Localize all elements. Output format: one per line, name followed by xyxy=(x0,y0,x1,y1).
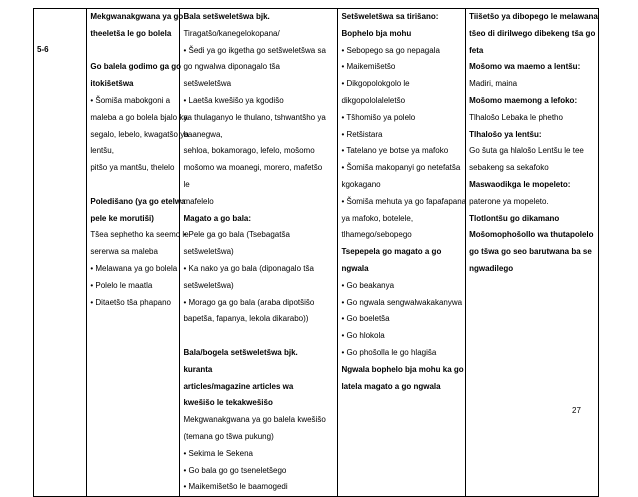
cell-text-line: • Polelo le maatla xyxy=(90,280,153,290)
cell-text-line: articles/magazine articles wa xyxy=(183,381,294,391)
cell-text-line: Mošomo maemong a lefoko: xyxy=(469,95,578,105)
cell-text-line: • Šomiša makopanyi go netefatša xyxy=(341,163,461,173)
cell-text-line: • Sebopego sa go nepagala xyxy=(341,45,440,55)
cell-text-line: • Tatelano ye botse ya mafoko xyxy=(341,146,449,156)
cell-text-line: Mošomophošollo wa thutapolelo xyxy=(469,230,594,240)
listening-speaking-cell xyxy=(87,9,189,497)
cell-text-line: • Maikemišetšo xyxy=(341,62,396,72)
cell-text-line: Tlhalošo Lebaka le phetho xyxy=(469,112,563,122)
cell-text-line xyxy=(90,43,176,60)
row-label: 5-6 xyxy=(37,45,49,54)
cell-text-line: kgokagano xyxy=(341,179,381,189)
cell-text-line: • Šedi ya go ikgetha go setšweletšwa sa xyxy=(183,45,326,55)
cell-text-line: Tsepepela go magato a go xyxy=(341,247,442,257)
cell-text-line: sererwa sa maleba xyxy=(90,247,158,257)
cell-text-line: sehloa, bokamorago, lefelo, mošomo xyxy=(183,146,315,156)
cell-text-line: ya thulaganyo le thulano, tshwantšho ya xyxy=(183,112,326,122)
cell-text-line: ya mafoko, botelele, xyxy=(341,213,414,223)
cell-text-line: • Go boeletša xyxy=(341,314,390,324)
cell-text-line: • Go hlokola xyxy=(341,331,385,341)
cell-text-line: le xyxy=(183,179,190,189)
cell-text-line: Tiragatšo/kanegelokopana/ xyxy=(183,28,280,38)
cell-text-line: ngwadilego xyxy=(469,263,514,273)
table-row xyxy=(34,9,599,497)
cell-text-line: • Šomiša mabokgoni a xyxy=(90,95,171,105)
cell-text-line: • Ka nako ya go bala (diponagalo tša xyxy=(183,263,314,273)
cell-text-line: (temana go tšwa pukung) xyxy=(183,431,274,441)
cell-text-line: Ngwala bophelo bja mohu ka go xyxy=(341,364,464,374)
cell-text-line: pitšo ya mantšu, thelelo xyxy=(90,163,175,173)
cell-text-line: tlhamego/sebopego xyxy=(341,230,412,240)
cell-text-line: Madiri, maina xyxy=(469,79,518,89)
cell-text-line: setšweletšwa) xyxy=(183,280,234,290)
cell-text-line: Poledišano (ya go etelwa xyxy=(90,196,186,206)
cell-text-line: Tiišetšo ya dibopego le melawana xyxy=(469,12,598,21)
cell-text-line: • Go phošolla le go hlagiša xyxy=(341,347,437,357)
cell-text-line: • Retšistara xyxy=(341,129,383,139)
cell-text-line: kuranta xyxy=(183,364,213,374)
reading-viewing-cell xyxy=(180,9,338,497)
cell-text-line: feta xyxy=(469,45,484,55)
cell-text-line: latela magato a go ngwala xyxy=(341,381,441,391)
cell-text-line: setšweletšwa) xyxy=(183,247,234,257)
cell-text-line: bapetša, fapanya, lekola dikarabo)) xyxy=(183,314,309,324)
cell-text-line: ngwala xyxy=(341,263,369,273)
cell-text-line: go tšwa go seo barutwana ba se xyxy=(469,247,592,257)
cell-text-line: • Ditaetšo tša phapano xyxy=(90,297,171,307)
cell-text-line: • Maikemišetšo le baamogedi xyxy=(183,482,288,492)
cell-text-line: tšeo di dirilwego dibekeng tša go xyxy=(469,28,596,38)
cell-text-line: • Morago ga go bala (araba dipotšišo xyxy=(183,297,315,307)
cell-text-line: baanegwa, xyxy=(183,129,223,139)
curriculum-table xyxy=(33,8,599,497)
cell-text-line: Go balela godimo ga go xyxy=(90,62,182,72)
cell-text-line: dikgopololaleletšo xyxy=(341,95,406,105)
cell-text-line: • Go beakanya xyxy=(341,280,395,290)
cell-text-line: Mekgwanakgwana ya go xyxy=(90,12,184,21)
cell-text-line xyxy=(183,328,334,345)
cell-text-line: itokišetšwa xyxy=(90,79,134,89)
cell-text-line: segalo, lebelo, kwagatšo ya xyxy=(90,129,189,139)
cell-text-line xyxy=(90,177,176,194)
cell-text-line: sebakeng sa sekafoko xyxy=(469,163,549,173)
cell-text-line: Tlhalošo ya lentšu: xyxy=(469,129,542,139)
cell-text-line: • Melawana ya go bolela xyxy=(90,263,178,273)
cell-text-line: • Go ngwala sengwalwakakanywa xyxy=(341,297,463,307)
cell-text-line: • Šomiša mehuta ya go fapafapana xyxy=(341,196,467,206)
language-structures-cell xyxy=(466,9,599,497)
cell-text-line: • Dikgopolokgolo le xyxy=(341,79,410,89)
page-number: 27 xyxy=(572,406,581,415)
cell-text-line: Setšweletšwa sa tirišano: xyxy=(341,12,439,21)
cell-text-line: setšweletšwa xyxy=(183,79,232,89)
cell-text-line: Mošomo wa maemo a lentšu: xyxy=(469,62,581,72)
row-label-cell xyxy=(34,9,87,497)
cell-text-line: Bala/bogela setšweletšwa bjk. xyxy=(183,347,298,357)
cell-text-line: lentšu, xyxy=(90,146,114,156)
writing-presenting-cell xyxy=(338,9,466,497)
cell-text-line: • Sekima le Sekena xyxy=(183,448,253,458)
cell-text-line: go ngwalwa diponagalo tša xyxy=(183,62,280,72)
cell-text-line: kwešišo le tekakwešišo xyxy=(183,398,273,408)
cell-text-line: Mekgwanakgwana ya go balela kwešišo xyxy=(183,415,326,425)
cell-text-line: maleba a go bolela bjalo ka xyxy=(90,112,188,122)
cell-text-line: theeletša le go bolela xyxy=(90,28,172,38)
cell-text-line: mošomo wa moanegi, morero, mafetšo xyxy=(183,163,323,173)
cell-text-line: Tlotlontšu go dikamano xyxy=(469,213,560,223)
cell-text-line: Bala setšweletšwa bjk. xyxy=(183,12,270,21)
cell-text-line: Bophelo bja mohu xyxy=(341,28,412,38)
cell-text-line: mafelelo xyxy=(183,196,214,206)
cell-text-line: pele ke morutiši) xyxy=(90,213,154,223)
cell-text-line: • Tšhomišo ya polelo xyxy=(341,112,416,122)
cell-text-line: Go šuta ga hlalošo Lentšu le tee xyxy=(469,146,584,156)
cell-text-line: paterone ya mopeleto. xyxy=(469,196,549,206)
cell-text-line: Tšea sephetho ka seemo le xyxy=(90,230,189,240)
cell-text-line: • Go bala go go tseneletšego xyxy=(183,465,287,475)
cell-text-line: Magato a go bala: xyxy=(183,213,252,223)
cell-text-line: • Laetša kwešišo ya kgodišo xyxy=(183,95,284,105)
cell-text-line: Maswaodikga le mopeleto: xyxy=(469,179,571,189)
cell-text-line: • Pele ga go bala (Tsebagatša xyxy=(183,230,290,240)
